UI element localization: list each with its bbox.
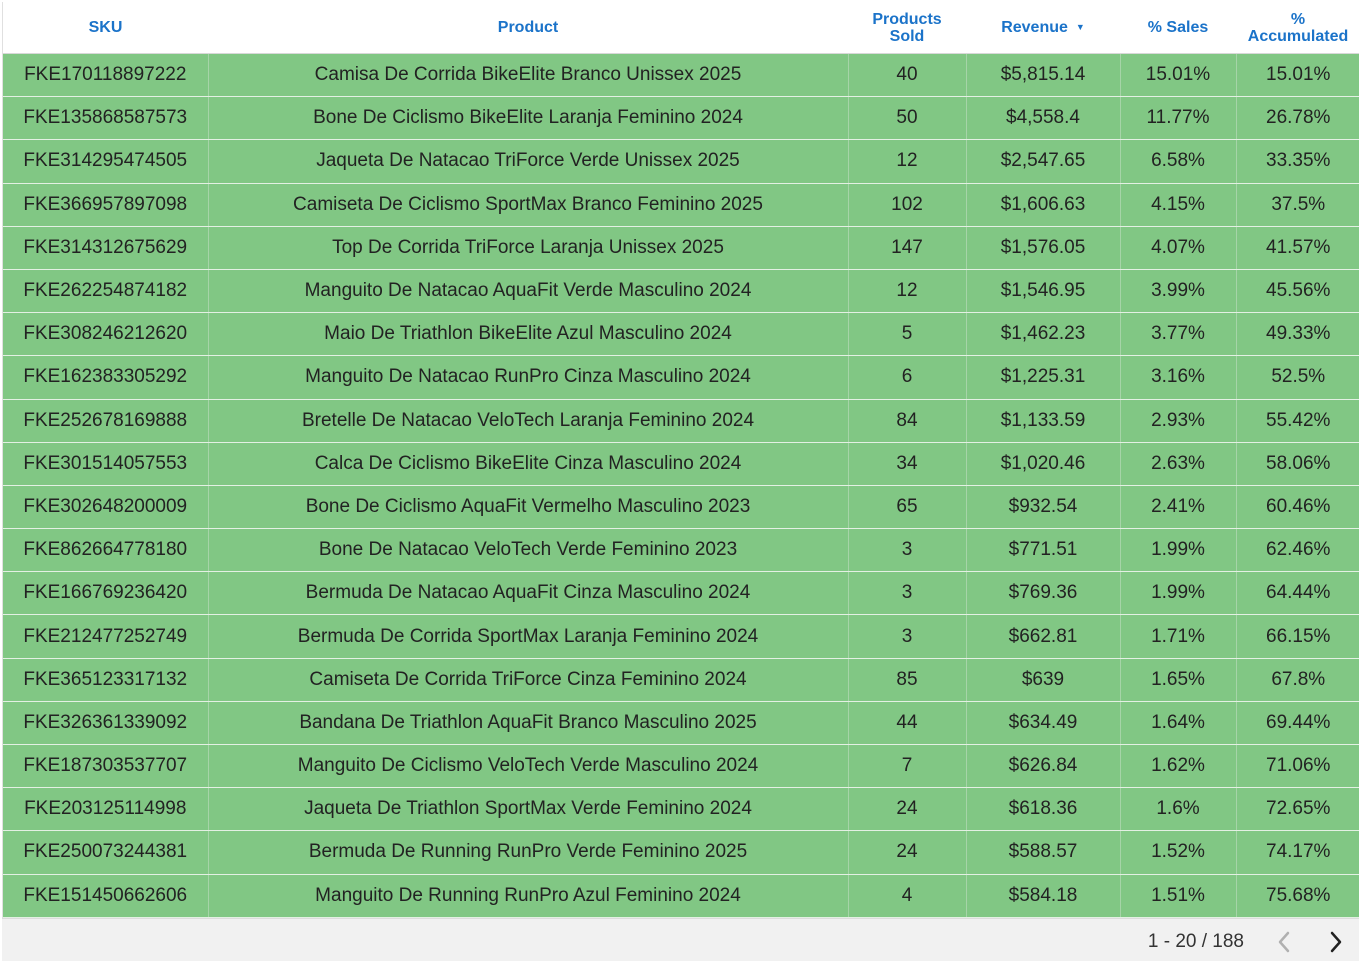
sku-revenue-table (3, 2, 1359, 918)
cell-sku: FKE170118897222 (3, 54, 208, 97)
cell-pct-sales: 4.15% (1120, 183, 1236, 226)
table-row[interactable] (3, 54, 1359, 97)
cell-pct-sales: 2.93% (1120, 399, 1236, 442)
cell-sku: FKE301514057553 (3, 442, 208, 485)
column-header-sku[interactable] (3, 2, 208, 54)
previous-page-button[interactable] (1271, 929, 1297, 955)
cell-product: Manguito De Natacao AquaFit Verde Masculino 2024 (208, 269, 848, 312)
cell-pct-accumulated: 72.65% (1236, 788, 1359, 831)
table-row[interactable] (3, 97, 1359, 140)
cell-pct-sales: 2.41% (1120, 485, 1236, 528)
cell-sku: FKE203125114998 (3, 788, 208, 831)
cell-products-sold: 4 (848, 874, 966, 917)
cell-revenue: $771.51 (966, 529, 1120, 572)
data-table-container (2, 2, 1359, 960)
cell-products-sold: 3 (848, 572, 966, 615)
cell-product: Jaqueta De Triathlon SportMax Verde Feminino 2024 (208, 788, 848, 831)
cell-pct-accumulated: 60.46% (1236, 485, 1359, 528)
cell-revenue: $662.81 (966, 615, 1120, 658)
cell-sku: FKE862664778180 (3, 529, 208, 572)
cell-sku: FKE151450662606 (3, 874, 208, 917)
cell-sku: FKE250073244381 (3, 831, 208, 874)
cell-product: Manguito De Natacao RunPro Cinza Masculino 2024 (208, 356, 848, 399)
cell-products-sold: 50 (848, 97, 966, 140)
cell-products-sold: 40 (848, 54, 966, 97)
cell-product: Bretelle De Natacao VeloTech Laranja Feminino 2024 (208, 399, 848, 442)
cell-pct-accumulated: 45.56% (1236, 269, 1359, 312)
cell-product: Bermuda De Corrida SportMax Laranja Feminino 2024 (208, 615, 848, 658)
cell-pct-sales: 2.63% (1120, 442, 1236, 485)
cell-product: Bone De Natacao VeloTech Verde Feminino 2023 (208, 529, 848, 572)
cell-pct-accumulated: 15.01% (1236, 54, 1359, 97)
cell-pct-sales: 1.51% (1120, 874, 1236, 917)
cell-revenue: $1,133.59 (966, 399, 1120, 442)
cell-revenue: $618.36 (966, 788, 1120, 831)
cell-revenue: $1,576.05 (966, 226, 1120, 269)
table-row[interactable] (3, 831, 1359, 874)
cell-product: Camiseta De Corrida TriForce Cinza Feminino 2024 (208, 658, 848, 701)
column-header-pct-sales[interactable] (1120, 2, 1236, 54)
cell-pct-sales: 1.99% (1120, 529, 1236, 572)
cell-product: Camiseta De Ciclismo SportMax Branco Feminino 2025 (208, 183, 848, 226)
cell-sku: FKE187303537707 (3, 745, 208, 788)
cell-pct-accumulated: 37.5% (1236, 183, 1359, 226)
cell-pct-sales: 3.77% (1120, 313, 1236, 356)
cell-pct-sales: 1.52% (1120, 831, 1236, 874)
cell-products-sold: 3 (848, 529, 966, 572)
column-header-pct-accumulated-line1: % (1290, 10, 1306, 28)
cell-revenue: $639 (966, 658, 1120, 701)
table-header-row (3, 2, 1359, 54)
table-row[interactable] (3, 572, 1359, 615)
table-row[interactable] (3, 701, 1359, 744)
cell-sku: FKE212477252749 (3, 615, 208, 658)
chevron-left-icon (1277, 931, 1291, 953)
cell-revenue: $1,606.63 (966, 183, 1120, 226)
cell-revenue: $588.57 (966, 831, 1120, 874)
cell-pct-sales: 1.71% (1120, 615, 1236, 658)
table-row[interactable] (3, 529, 1359, 572)
table-row[interactable] (3, 485, 1359, 528)
table-body (3, 54, 1359, 918)
table-row[interactable] (3, 226, 1359, 269)
table-row[interactable] (3, 745, 1359, 788)
cell-revenue: $626.84 (966, 745, 1120, 788)
cell-pct-sales: 11.77% (1120, 97, 1236, 140)
table-row[interactable] (3, 313, 1359, 356)
column-header-sku-label: SKU (88, 19, 123, 36)
cell-sku: FKE365123317132 (3, 658, 208, 701)
cell-revenue: $932.54 (966, 485, 1120, 528)
cell-pct-accumulated: 33.35% (1236, 140, 1359, 183)
cell-pct-sales: 15.01% (1120, 54, 1236, 97)
table-row[interactable] (3, 658, 1359, 701)
cell-sku: FKE314312675629 (3, 226, 208, 269)
cell-pct-accumulated: 41.57% (1236, 226, 1359, 269)
cell-product: Top De Corrida TriForce Laranja Unissex 2025 (208, 226, 848, 269)
table-row[interactable] (3, 183, 1359, 226)
cell-pct-sales: 1.65% (1120, 658, 1236, 701)
cell-sku: FKE302648200009 (3, 485, 208, 528)
cell-pct-sales: 4.07% (1120, 226, 1236, 269)
cell-revenue: $584.18 (966, 874, 1120, 917)
cell-revenue: $634.49 (966, 701, 1120, 744)
column-header-pct-accumulated-line2: Accumulated (1247, 27, 1349, 45)
cell-products-sold: 84 (848, 399, 966, 442)
cell-product: Jaqueta De Natacao TriForce Verde Unissex 2025 (208, 140, 848, 183)
column-header-product-label: Product (497, 19, 559, 36)
cell-product: Calca De Ciclismo BikeElite Cinza Masculino 2024 (208, 442, 848, 485)
cell-products-sold: 34 (848, 442, 966, 485)
cell-product: Bermuda De Natacao AquaFit Cinza Masculino 2024 (208, 572, 848, 615)
cell-pct-accumulated: 67.8% (1236, 658, 1359, 701)
table-row[interactable] (3, 874, 1359, 917)
cell-products-sold: 7 (848, 745, 966, 788)
cell-revenue: $1,546.95 (966, 269, 1120, 312)
cell-sku: FKE326361339092 (3, 701, 208, 744)
cell-revenue: $1,020.46 (966, 442, 1120, 485)
cell-products-sold: 44 (848, 701, 966, 744)
cell-pct-accumulated: 75.68% (1236, 874, 1359, 917)
table-row[interactable] (3, 269, 1359, 312)
cell-sku: FKE166769236420 (3, 572, 208, 615)
column-header-products-sold-line2: Sold (889, 27, 925, 45)
cell-products-sold: 24 (848, 788, 966, 831)
cell-revenue: $1,225.31 (966, 356, 1120, 399)
cell-product: Manguito De Running RunPro Azul Feminino 2024 (208, 874, 848, 917)
cell-pct-accumulated: 52.5% (1236, 356, 1359, 399)
pagination-bar (2, 918, 1359, 961)
cell-pct-sales: 1.6% (1120, 788, 1236, 831)
cell-revenue: $2,547.65 (966, 140, 1120, 183)
cell-sku: FKE262254874182 (3, 269, 208, 312)
cell-product: Maio De Triathlon BikeElite Azul Masculino 2024 (208, 313, 848, 356)
cell-products-sold: 102 (848, 183, 966, 226)
cell-pct-sales: 1.62% (1120, 745, 1236, 788)
cell-products-sold: 147 (848, 226, 966, 269)
cell-product: Bone De Ciclismo BikeElite Laranja Feminino 2024 (208, 97, 848, 140)
cell-pct-sales: 1.64% (1120, 701, 1236, 744)
cell-product: Bone De Ciclismo AquaFit Vermelho Masculino 2023 (208, 485, 848, 528)
column-header-products-sold-line1: Products (872, 10, 942, 28)
table-row[interactable] (3, 788, 1359, 831)
cell-product: Camisa De Corrida BikeElite Branco Unissex 2025 (208, 54, 848, 97)
cell-products-sold: 24 (848, 831, 966, 874)
cell-revenue: $4,558.4 (966, 97, 1120, 140)
cell-pct-accumulated: 49.33% (1236, 313, 1359, 356)
column-header-products-sold[interactable] (848, 2, 966, 54)
column-header-pct-accumulated[interactable] (1236, 2, 1359, 54)
cell-pct-sales: 3.16% (1120, 356, 1236, 399)
cell-pct-accumulated: 74.17% (1236, 831, 1359, 874)
cell-products-sold: 12 (848, 269, 966, 312)
table-row[interactable] (3, 615, 1359, 658)
cell-sku: FKE135868587573 (3, 97, 208, 140)
cell-revenue: $769.36 (966, 572, 1120, 615)
cell-products-sold: 6 (848, 356, 966, 399)
table-row[interactable] (3, 140, 1359, 183)
column-header-revenue[interactable] (966, 2, 1120, 54)
column-header-revenue-label: Revenue (1001, 18, 1068, 36)
cell-revenue: $5,815.14 (966, 54, 1120, 97)
cell-pct-accumulated: 64.44% (1236, 572, 1359, 615)
cell-pct-sales: 1.99% (1120, 572, 1236, 615)
sort-descending-icon: ▼ (1075, 22, 1085, 33)
cell-products-sold: 85 (848, 658, 966, 701)
table-row[interactable] (3, 356, 1359, 399)
cell-pct-accumulated: 71.06% (1236, 745, 1359, 788)
table-row[interactable] (3, 399, 1359, 442)
cell-pct-sales: 6.58% (1120, 140, 1236, 183)
cell-revenue: $1,462.23 (966, 313, 1120, 356)
cell-sku: FKE314295474505 (3, 140, 208, 183)
cell-product: Bandana De Triathlon AquaFit Branco Masculino 2025 (208, 701, 848, 744)
cell-product: Manguito De Ciclismo VeloTech Verde Masculino 2024 (208, 745, 848, 788)
cell-pct-accumulated: 26.78% (1236, 97, 1359, 140)
cell-pct-accumulated: 69.44% (1236, 701, 1359, 744)
cell-pct-sales: 3.99% (1120, 269, 1236, 312)
chevron-right-icon (1329, 931, 1343, 953)
cell-sku: FKE162383305292 (3, 356, 208, 399)
table-row[interactable] (3, 442, 1359, 485)
cell-sku: FKE252678169888 (3, 399, 208, 442)
cell-pct-accumulated: 66.15% (1236, 615, 1359, 658)
cell-products-sold: 5 (848, 313, 966, 356)
cell-pct-accumulated: 55.42% (1236, 399, 1359, 442)
column-header-pct-sales-label: % Sales (1147, 19, 1209, 36)
column-header-product[interactable] (208, 2, 848, 54)
cell-products-sold: 3 (848, 615, 966, 658)
cell-pct-accumulated: 58.06% (1236, 442, 1359, 485)
cell-sku: FKE308246212620 (3, 313, 208, 356)
cell-sku: FKE366957897098 (3, 183, 208, 226)
cell-pct-accumulated: 62.46% (1236, 529, 1359, 572)
next-page-button[interactable] (1323, 929, 1349, 955)
pagination-range: 1 - 20 / 188 (1147, 931, 1244, 952)
cell-product: Bermuda De Running RunPro Verde Feminino 2025 (208, 831, 848, 874)
cell-products-sold: 12 (848, 140, 966, 183)
cell-products-sold: 65 (848, 485, 966, 528)
